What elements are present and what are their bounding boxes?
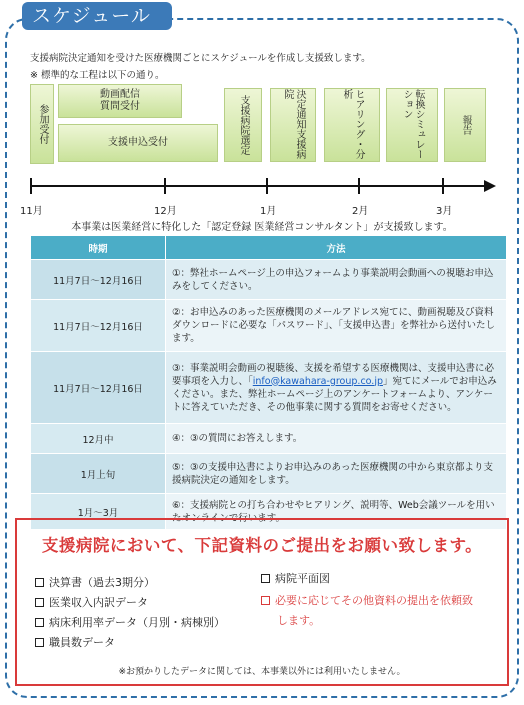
step-hearing: ヒアリング・分析 — [324, 88, 380, 162]
email-link[interactable]: info@kawahara-group.co.jp — [252, 375, 383, 387]
row-period: 12月中 — [31, 424, 166, 454]
tick-label-feb: 2月 — [352, 206, 369, 217]
step-report: 報告 — [444, 88, 486, 162]
table-row — [31, 352, 507, 424]
support-note: 本事業は医業経営に特化した「認定登録 医業経営コンサルタント」が支援致します。 — [71, 222, 453, 233]
tick-dec — [164, 178, 166, 194]
table-row — [31, 300, 507, 352]
header-period: 時期 — [31, 236, 166, 260]
table-row — [31, 454, 507, 494]
table-row — [31, 424, 507, 454]
timeline-axis — [30, 185, 488, 187]
step-selection: 支援病院選定 — [224, 88, 262, 162]
requirements-heading: 支援病院において、下記資料のご提出をお願い致します。 — [41, 536, 483, 555]
intro-text: 支援病院決定通知を受けた医療機関ごとにスケジュールを作成し支援致します。 — [30, 53, 371, 64]
checkbox-icon — [261, 596, 270, 605]
timeline-arrow-icon — [484, 180, 496, 192]
row-period: 11月7日～12月16日 — [31, 352, 166, 424]
step-simulation: 転換シミュレーション — [386, 88, 438, 162]
table-row — [31, 260, 507, 300]
requirement-item-other: 必要に応じてその他資料の提出を依頼致 — [261, 592, 473, 608]
tick-mar — [442, 178, 444, 194]
method-text: 」宛てにメールでお申込みください。また、弊社ホームページ上のアンケートフォームより、アンケートに答えていただき、その他事業に関する質問をお寄せください。 — [172, 375, 497, 413]
row-period: 1月～3月 — [31, 494, 166, 530]
requirement-item-other-cont: します。 — [277, 614, 321, 627]
row-period: 1月上旬 — [31, 454, 166, 494]
checkbox-icon — [35, 618, 44, 627]
intro-note: ※ 標準的な工程は以下の通り。 — [30, 70, 165, 81]
tick-label-dec: 12月 — [154, 206, 177, 217]
privacy-footnote: ※お預かりしたデータに関しては、本事業以外には利用いたしません。 — [118, 667, 406, 677]
row-method — [166, 352, 507, 424]
tick-label-nov: 11月 — [20, 206, 43, 217]
row-method: ⑥：支援病院との打ち合わせやヒアリング、説明等、Web会議ツールを用いたオンラインで行います。 — [166, 494, 507, 530]
page-title: スケジュール — [22, 2, 172, 30]
step-video-delivery: 動画配信 質問受付 — [58, 84, 182, 118]
requirement-item: 病床利用率データ（月別・病棟別） — [35, 614, 225, 630]
step-application: 支援申込受付 — [58, 124, 218, 162]
step-participation: 参加受付 — [30, 84, 54, 164]
method-text: ③：事業説明会動画の視聴後、支援を希望する医療機関は、支援申込書に必要事項を入力し、「 — [172, 362, 495, 387]
requirement-item: 病院平面図 — [261, 570, 330, 586]
checkbox-icon — [35, 598, 44, 607]
checkbox-icon — [261, 574, 270, 583]
requirement-item: 決算書（過去3期分） — [35, 574, 155, 590]
requirement-item: 職員数データ — [35, 634, 115, 650]
tick-jan — [266, 178, 268, 194]
row-method: ⑤：③の支援申込書によりお申込みのあった医療機関の中から東京都より支援病院決定の通知をします。 — [166, 454, 507, 494]
header-method: 方法 — [166, 236, 507, 260]
step-notice: 決定通知支援病院 — [270, 88, 316, 162]
checkbox-icon — [35, 638, 44, 647]
table-header-row — [31, 236, 507, 260]
row-period: 11月7日～12月16日 — [31, 300, 166, 352]
checkbox-icon — [35, 578, 44, 587]
requirement-item: 医業収入内訳データ — [35, 594, 148, 610]
schedule-table — [30, 235, 507, 530]
row-method: ④：③の質問にお答えします。 — [166, 424, 507, 454]
tick-feb — [358, 178, 360, 194]
row-method: ①：弊社ホームページ上の申込フォームより事業説明会動画への視聴お申込みをしてください。 — [166, 260, 507, 300]
requirements-box — [15, 518, 509, 686]
tick-nov — [30, 178, 32, 194]
row-method: ②：お申込みのあった医療機関のメールアドレス宛てに、動画視聴及び資料ダウンロードに必要な「パスワード」、「支援申込書」を弊社から送付いたします。 — [166, 300, 507, 352]
row-period: 11月7日～12月16日 — [31, 260, 166, 300]
tick-label-jan: 1月 — [260, 206, 277, 217]
tick-label-mar: 3月 — [436, 206, 453, 217]
